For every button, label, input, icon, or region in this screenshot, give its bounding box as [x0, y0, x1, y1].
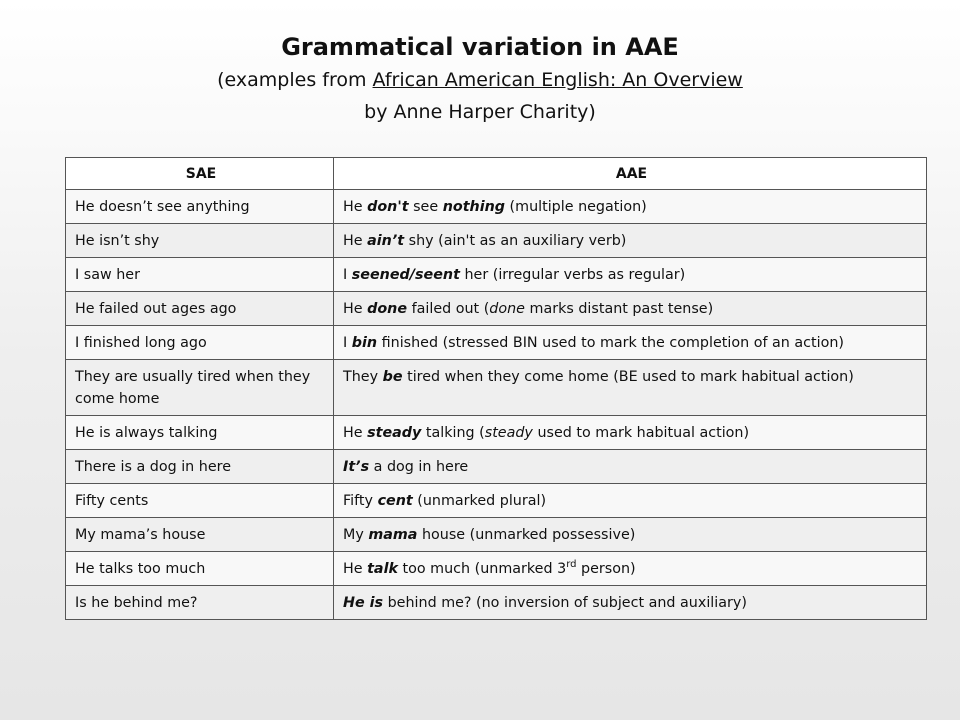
aae-cell: He is behind me? (no inversion of subject and auxiliary) [334, 586, 927, 620]
aae-cell: He ain’t shy (ain't as an auxiliary verb) [334, 224, 927, 258]
table-row [66, 326, 927, 360]
grammar-table [65, 157, 927, 620]
table-row [66, 416, 927, 450]
aae-cell: He don't see nothing (multiple negation) [334, 190, 927, 224]
sae-cell: They are usually tired when they come home [66, 360, 334, 416]
table-row [66, 258, 927, 292]
aae-cell: Fifty cent (unmarked plural) [334, 484, 927, 518]
title-block [0, 30, 960, 128]
sae-cell: He isn’t shy [66, 224, 334, 258]
table-row [66, 484, 927, 518]
sae-cell: My mama’s house [66, 518, 334, 552]
table-row [66, 586, 927, 620]
table-row [66, 292, 927, 326]
subtitle-line-2: by Anne Harper Charity) [364, 101, 596, 123]
subtitle-line-1 [0, 64, 960, 96]
table-row [66, 224, 927, 258]
sae-cell: I finished long ago [66, 326, 334, 360]
aae-cell: My mama house (unmarked possessive) [334, 518, 927, 552]
page-title: Grammatical variation in AAE [281, 33, 679, 61]
table-row [66, 360, 927, 416]
aae-cell: I bin finished (stressed BIN used to mark the completion of an action) [334, 326, 927, 360]
aae-cell: It’s a dog in here [334, 450, 927, 484]
book-title: African American English: An Overview [372, 69, 743, 91]
sae-cell: He is always talking [66, 416, 334, 450]
table-row [66, 190, 927, 224]
aae-cell: They be tired when they come home (BE used to mark habitual action) [334, 360, 927, 416]
aae-cell: I seened/seent her (irregular verbs as regular) [334, 258, 927, 292]
aae-cell: He talk too much (unmarked 3rd person) [334, 552, 927, 586]
header-sae: SAE [66, 158, 334, 190]
header-aae: AAE [334, 158, 927, 190]
aae-cell: He done failed out (done marks distant past tense) [334, 292, 927, 326]
subtitle-prefix: (examples from [217, 69, 373, 91]
sae-cell: There is a dog in here [66, 450, 334, 484]
sae-cell: Fifty cents [66, 484, 334, 518]
sae-cell: He talks too much [66, 552, 334, 586]
sae-cell: Is he behind me? [66, 586, 334, 620]
header-row [66, 158, 927, 190]
aae-cell: He steady talking (steady used to mark habitual action) [334, 416, 927, 450]
table-row [66, 518, 927, 552]
sae-cell: I saw her [66, 258, 334, 292]
table-row [66, 552, 927, 586]
sae-cell: He failed out ages ago [66, 292, 334, 326]
table-row [66, 450, 927, 484]
sae-cell: He doesn’t see anything [66, 190, 334, 224]
